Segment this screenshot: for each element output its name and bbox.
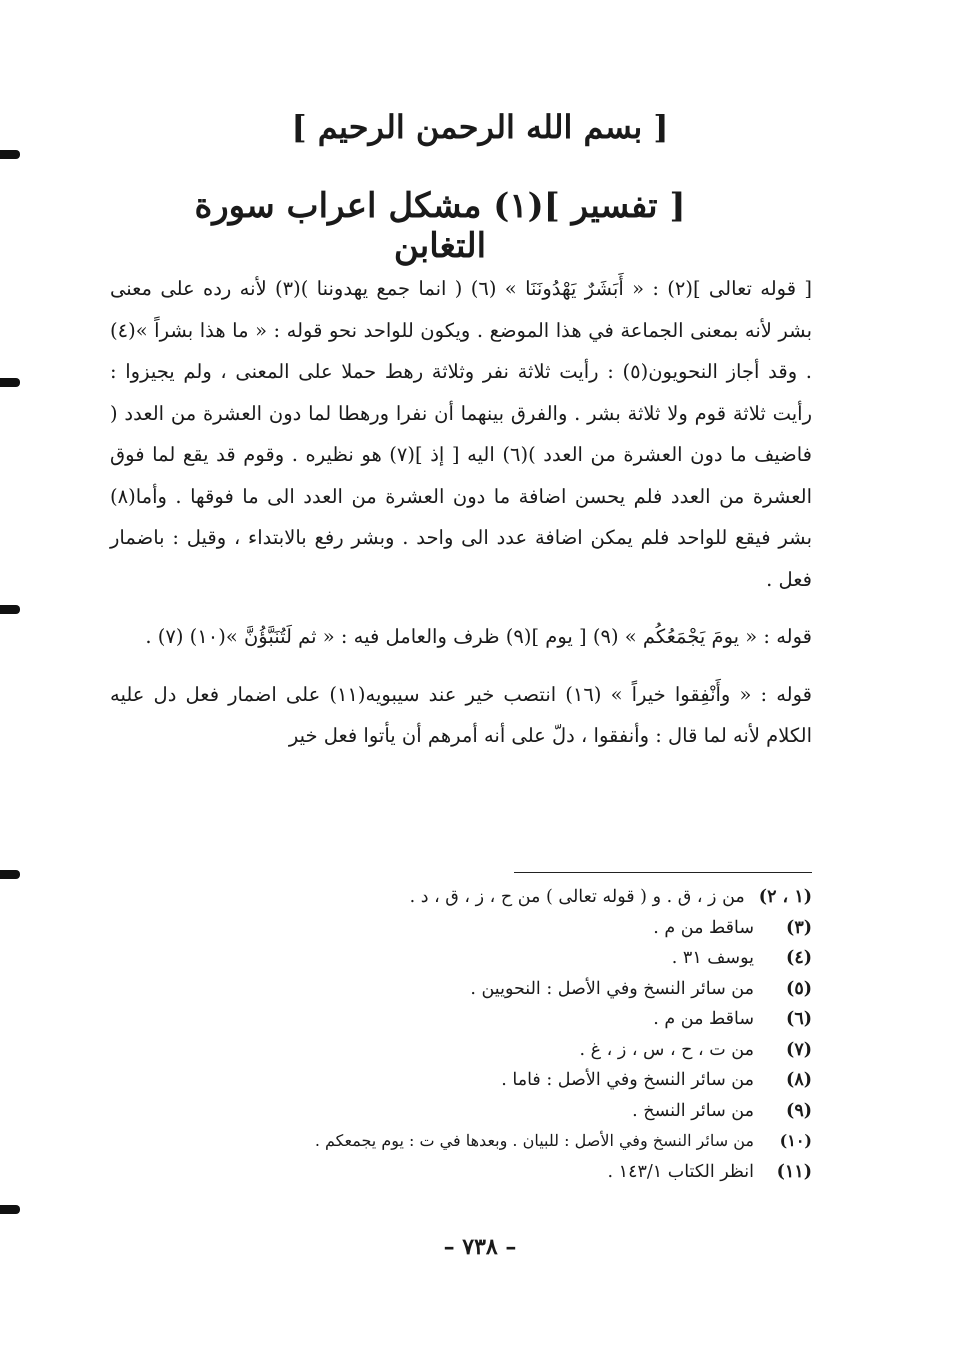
footnote-text: من ت ، ح ، س ، ز ، غ . (579, 1039, 754, 1060)
scan-mark (0, 150, 20, 159)
footnote-number: (١٠) (779, 1131, 812, 1150)
footnote-number: (٩) (786, 1100, 812, 1121)
paragraph: قوله : « وأَنْفِقوا خيراً » (١٦) انتصب خير عند سيبويه(١١) على اضمار فعل دل عليه الكلام لأنه لما قال : وأنفقوا ، دلّ على أنه أمرهم أن يأتوا فعل خير (110, 682, 812, 747)
footnote-divider (514, 872, 812, 873)
footnote (110, 882, 812, 913)
footnote-number: (٦) (786, 1009, 812, 1029)
chapter-title: [ تفسير ](١) مشكل اعراب سورة التغابن (194, 186, 686, 266)
footnote-number: (٤) (786, 948, 812, 968)
scan-mark (0, 378, 20, 387)
footnote-number: (١١) (776, 1161, 812, 1182)
footnote-number: (٨) (786, 1070, 812, 1090)
footnote-text: انظر الكتاب ١٤٣/١ . (607, 1161, 754, 1182)
footnote-number: (٧) (786, 1039, 812, 1060)
scan-mark (0, 1205, 20, 1214)
footnote (110, 1126, 812, 1157)
footnote-text: من سائر النسخ وفي الأصل : للبيان . وبعدها في ت : يوم يجمعكم . (314, 1131, 754, 1150)
footnote-number: (٥) (786, 978, 812, 999)
body-text (110, 268, 812, 757)
footnote (110, 1065, 812, 1096)
footnote-text: من ز ، ق . و ( قوله تعالى ) من ح ، ز ، ق ، د . (409, 887, 745, 907)
scan-mark (0, 605, 20, 614)
basmala-heading: [ بسم الله الرحمن الرحيم ] (291, 108, 669, 146)
footnote-number: (٣) (786, 917, 812, 938)
footnote-text: من سائر النسخ وفي الأصل : فاما . (501, 1070, 754, 1090)
footnote-number: (١ ، ٢) (758, 887, 812, 907)
footnote-text: يوسف ٣١ . (671, 948, 754, 968)
footnote (110, 1157, 812, 1188)
footnote (110, 913, 812, 944)
paragraph: [ قوله تعالى ](٢) : « أَبَشَرٌ يَهْدُونَنَا » (٦) ( انما جمع يهدوننا )(٣) لأنه رده على معنى بشر لأنه بمعنى الجماعة في هذا الموضع . ويكون للواحد نحو قوله : « ما هذا بشراً »(٤) . وقد أجاز النحويون(٥) : رأيت ثلاثة نفر وثلاثة رهط حملا على المعنى ، ولم يجيزوا : رأيت ثلاثة قوم ولا ثلاثة بشر . والفرق بينهما أن نفرا ورهطا لما دون العشرة من العدد ( فاضيف ما دون العشرة من العدد )(٦) اليه [ إذ ](٧) هو نظيره . وقوم قد يقع لما فوق العشرة من العدد فلم يحسن اضافة ما دون العشرة من العدد الى ما فوقها . وأما(٨) بشر فيقع للواحد فلم يمكن اضافة عدد الى واحد . وبشر رفع بالابتداء ، وقيل : باضمار فعل . (110, 277, 813, 591)
paragraph: قوله : « يومَ يَجْمَعُكُم » (٩) [ يوم ](٩) ظرف والعامل فيه : « ثم لَتُنَبَّؤُنَّ »(١٠) (٧) . (145, 625, 812, 648)
footnote (110, 1096, 812, 1127)
footnote-text: من سائر النسخ . (632, 1100, 754, 1121)
footnote (110, 1035, 812, 1066)
scan-mark (0, 870, 20, 879)
footnote-text: ساقط من م . (653, 917, 754, 938)
page-number: – ٧٣٨ – (443, 1234, 517, 1260)
footnote-text: من سائر النسخ وفي الأصل : النحويين . (470, 978, 754, 999)
footnote (110, 974, 812, 1005)
footnote (110, 943, 812, 974)
footnotes (110, 882, 812, 1187)
footnote (110, 1004, 812, 1035)
footnote-text: ساقط من م . (653, 1009, 754, 1029)
